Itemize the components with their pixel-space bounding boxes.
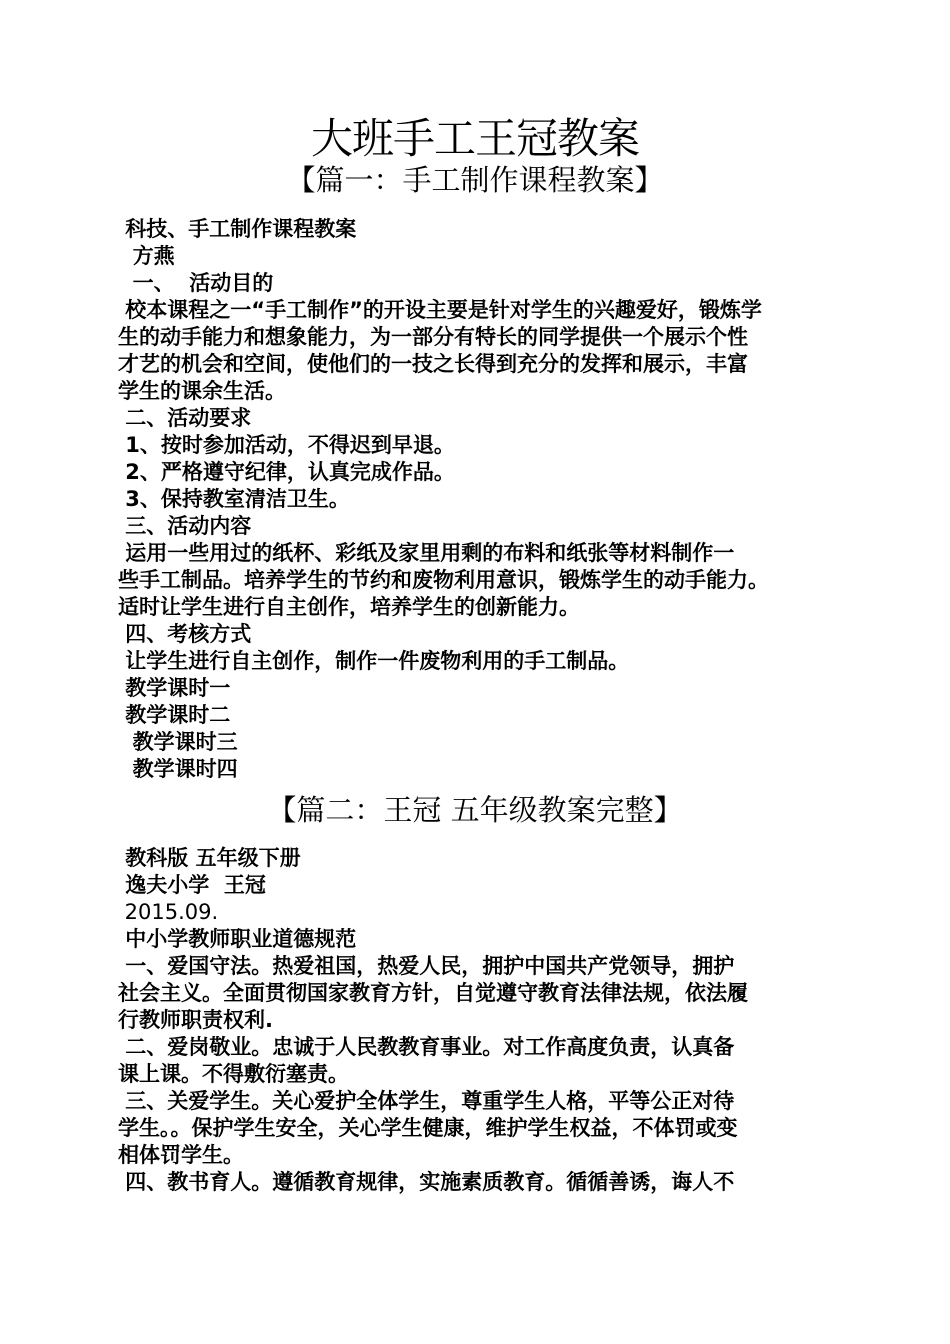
text-line: 2、严格遵守纪律，认真完成作品。 (118, 460, 455, 484)
text-line: 课上课。不得敷衍塞责。 (118, 1062, 349, 1086)
text-line: 3、保持教室清洁卫生。 (118, 487, 350, 511)
text-line: 运用一些用过的纸杯、彩纸及家里用剩的布料和纸张等材料制作一 (118, 541, 735, 565)
section-2-body (118, 845, 858, 1196)
text-line: 四、教书育人。遵循教育规律，实施素质教育。循循善诱，诲人不 (118, 1170, 735, 1194)
text-line: 逸夫小学 王冠 (118, 873, 266, 897)
text-line: 行教师职责权利. (118, 1008, 273, 1032)
text-line: 二、活动要求 (118, 406, 252, 430)
text-line: 教学课时二 (118, 703, 231, 727)
text-line: 三、活动内容 (118, 514, 252, 538)
text-line: 社会主义。全面贯彻国家教育方针，自觉遵守教育法律法规，依法履 (118, 981, 748, 1005)
text-line: 相体罚学生。 (118, 1143, 244, 1167)
text-line: 才艺的机会和空间，使他们的一技之长得到充分的发挥和展示，丰富 (118, 352, 748, 376)
section-heading-1: 【篇一：手工制作课程教案】 (286, 163, 664, 197)
text-line: 校本课程之一“手工制作”的开设主要是针对学生的兴趣爱好，锻炼学 (118, 298, 762, 322)
document-title: 大班手工王冠教案 (310, 114, 639, 163)
text-line: 教科版 五年级下册 (118, 846, 301, 870)
text-line: 中小学教师职业道德规范 (118, 927, 357, 951)
text-line: 学生的课余生活。 (118, 379, 286, 403)
text-line: 三、关爱学生。关心爱护全体学生，尊重学生人格，平等公正对待 (118, 1089, 735, 1113)
text-line: 教学课时三 (118, 730, 238, 754)
text-line: 四、考核方式 (118, 622, 252, 646)
text-line: 二、爱岗敬业。忠诚于人民教教育事业。对工作高度负责，认真备 (118, 1035, 735, 1059)
text-line: 1、按时参加活动，不得迟到早退。 (118, 433, 455, 457)
section-1-body (118, 216, 858, 783)
text-line: 些手工制品。培养学生的节约和废物利用意识，锻炼学生的动手能力。 (118, 568, 769, 592)
section-heading-2: 【篇二：王冠 五年级教案完整】 (267, 793, 683, 827)
text-line: 教学课时一 (118, 676, 231, 700)
text-line: 生的动手能力和想象能力，为一部分有特长的同学提供一个展示个性 (118, 325, 748, 349)
text-line: 让学生进行自主创作，制作一件废物利用的手工制品。 (118, 649, 630, 673)
text-line: 适时让学生进行自主创作，培养学生的创新能力。 (118, 595, 580, 619)
text-line: 方燕 (118, 244, 175, 268)
text-line: 教学课时四 (118, 757, 238, 781)
text-line: 科技、手工制作课程教案 (118, 217, 357, 241)
text-line: 一、爱国守法。热爱祖国，热爱人民，拥护中国共产党领导，拥护 (118, 954, 735, 978)
text-line: 2015.09. (118, 900, 219, 924)
text-line: 学生。。保护学生安全，关心学生健康，维护学生权益，不体罚或变 (118, 1116, 738, 1140)
text-line: 一、 活动目的 (118, 271, 274, 295)
